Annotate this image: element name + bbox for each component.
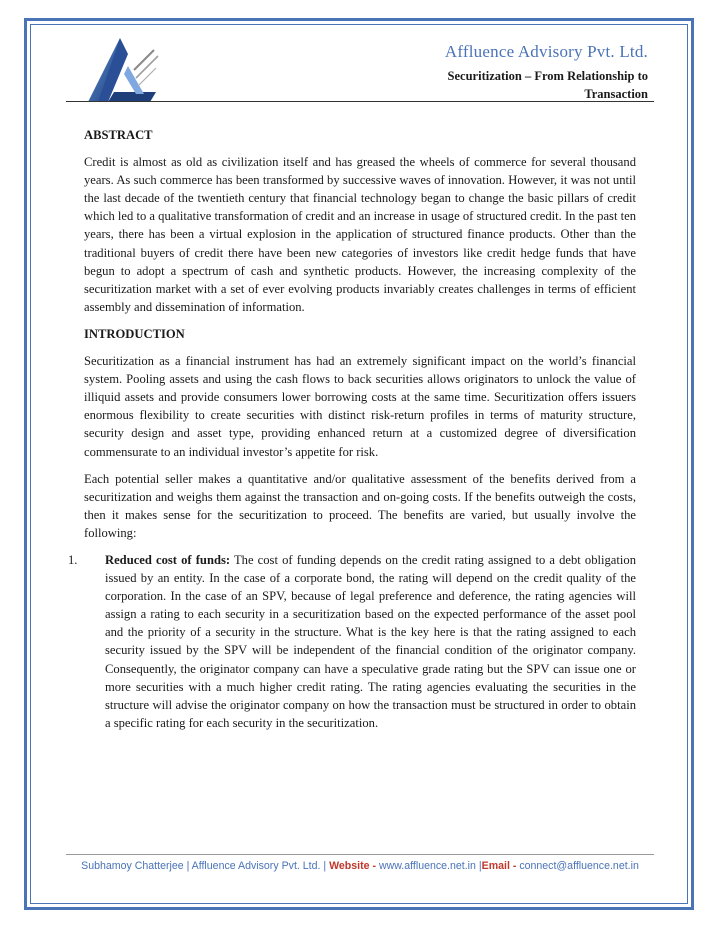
company-logo-icon	[84, 36, 162, 106]
company-name: Affluence Advisory Pvt. Ltd.	[444, 42, 648, 61]
footer-email-link[interactable]: connect@affluence.net.in	[516, 860, 639, 872]
footer	[66, 860, 654, 872]
footer-author: Subhamoy Chatterjee | Affluence Advisory Pvt. Ltd. |	[81, 860, 330, 872]
list-item-number: 1.	[68, 552, 78, 567]
abstract-paragraph: Credit is almost as old as civilization itself and has greased the wheels of commerce for several thousand years. As such commerce has been transformed by successive waves of innovation. However, it was not until the last decade of the twentieth century that financial technology began to change the basic pillars of credit which led to a qualitative transformation of credit and an increase in usage of structured credit. In the past ten years, there has been a virtual explosion in the application of structured finance products. Other than the traditional buyers of credit there have been new categories of investors like credit hedge funds that have begun to adopt a spectrum of cash and synthetic products. However, the increasing complexity of the securitization market with a set of ever evolving products invariably creates challenges in terms of efficient assembly and dissemination of information.	[84, 155, 636, 314]
document-body	[68, 126, 636, 732]
subtitle-line-1: Securitization – From Relationship to	[447, 69, 648, 83]
header-divider	[66, 101, 654, 102]
document-subtitle	[388, 67, 648, 103]
footer-website-link[interactable]: www.affluence.net.in |	[376, 860, 482, 872]
footer-website-label: Website -	[329, 860, 376, 872]
abstract-heading: ABSTRACT	[84, 128, 153, 142]
introduction-paragraph-1: Securitization as a financial instrument has had an extremely significant impact on the world’s financial system. Pooling assets and using the cash flows to back securities allows originators to unlock the value of illiquid assets and provide consumers lower borrowing costs at the same time. Securitization offers issuers enormous flexibility to create securities with distinct risk-return profiles in terms of maturity structure, security design and asset type, providing enhanced return at a customized degree of diversification commensurate to an individual investor’s appetite for risk.	[84, 354, 636, 459]
footer-email-label: Email -	[481, 860, 517, 872]
introduction-paragraph-2: Each potential seller makes a quantitative and/or qualitative assessment of the benefits derived from a securitization and weighs them against the transaction and on-going costs. If the benefits outweigh the costs, then it makes sense for the securitization to proceed. The benefits are varied, but usually involve the following:	[84, 471, 636, 540]
list-item	[68, 551, 636, 732]
footer-divider	[66, 854, 654, 855]
list-item-text: The cost of funding depends on the credit rating assigned to a debt obligation issued by an entity. In the case of a corporate bond, the rating will depend on the credit quality of the corporation. In the case of an SPV, because of legal preference and deference, the rating agencies will assign a rating to each security in a securitization based on the expected performance of the asset pool and the priority of a security in the structure. What is the key here is that the rating assigned to each security issued by the SPV will be independent of the financial condition of the originator company. Consequently, the originator company can have a speculative grade rating but the SPV can issue one or more securities with a much higher credit rating. The rating agencies evaluating the securities in the structure will advise the originator company on how the transaction must be structured in order to obtain a specific rating for each security in the securitization.	[105, 552, 636, 730]
list-item-lead: Reduced cost of funds:	[105, 552, 231, 567]
subtitle-line-2: Transaction	[584, 87, 648, 101]
introduction-heading: INTRODUCTION	[84, 326, 185, 341]
